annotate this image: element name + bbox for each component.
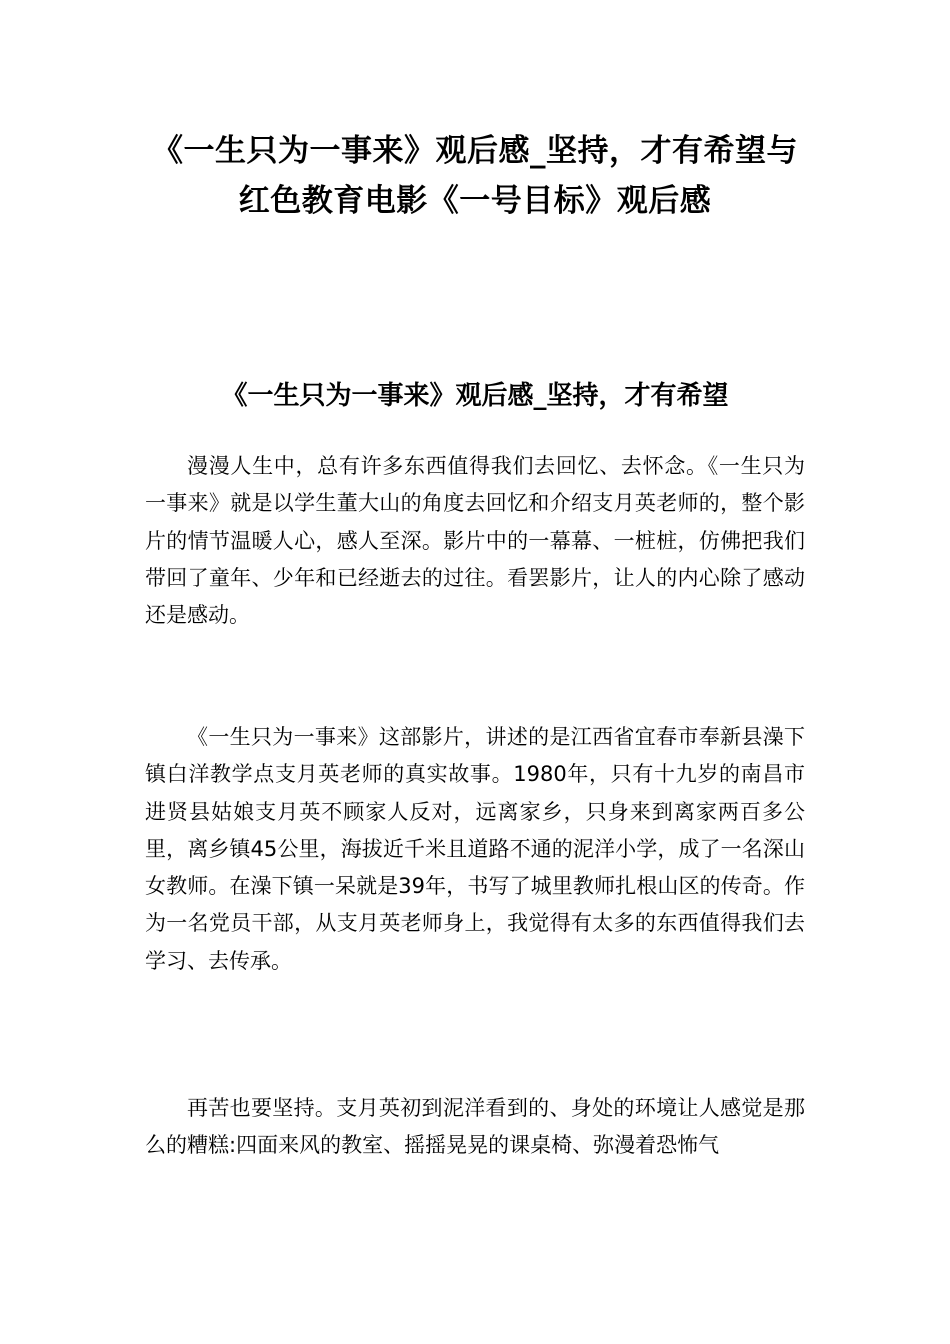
document-title: 《一生只为一事来》观后感_坚持，才有希望与红色教育电影《一号目标》观后感 xyxy=(152,133,798,219)
section-heading: 《一生只为一事来》观后感_坚持，才有希望 xyxy=(221,381,729,411)
paragraph-1: 漫漫人生中，总有许多东西值得我们去回忆、去怀念。《一生只为一事来》就是以学生董大山的角度去回忆和介绍支月英老师的，整个影片的情节温暖人心，感人至深。影片中的一幕幕、一桩桩，仿佛把我们带回了童年、少年和已经逝去的过往。看罢影片，让人的内心除了感动还是感动。 xyxy=(145,454,805,628)
paragraph-3: 再苦也要坚持。支月英初到泥洋看到的、身处的环境让人感觉是那么的糟糕:四面来风的教室、摇摇晃晃的课桌椅、弥漫着恐怖气 xyxy=(145,1096,805,1158)
paragraph-2: 《一生只为一事来》这部影片，讲述的是江西省宜春市奉新县澡下镇白洋教学点支月英老师的真实故事。1980年，只有十九岁的南昌市进贤县姑娘支月英不顾家人反对，远离家乡，只身来到离家两百多公里，离乡镇45公里，海拔近千米且道路不通的泥洋小学，成了一名深山女教师。在澡下镇一呆就是39年，书写了城里教师扎根山区的传奇。作为一名党员干部，从支月英老师身上，我觉得有太多的东西值得我们去学习、去传承。 xyxy=(145,725,805,973)
